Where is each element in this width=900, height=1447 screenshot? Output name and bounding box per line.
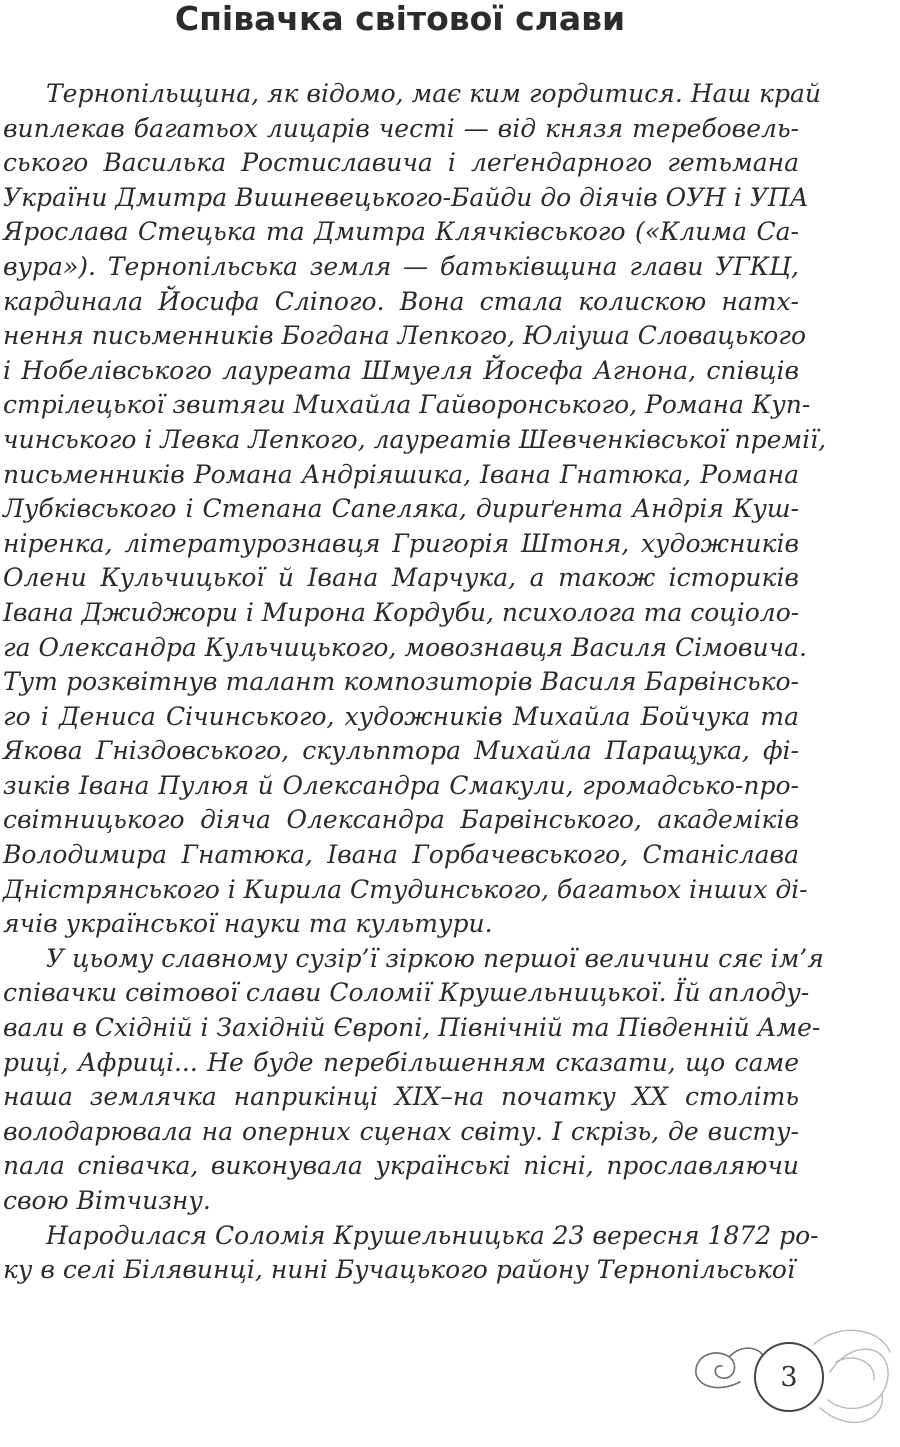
text-line: Івана Джиджори і Мирона Кордуби, психолога та соціоло- xyxy=(3,597,800,627)
text-line: Ярослава Стецька та Дмитра Клячківського («Клима Са- xyxy=(3,217,799,247)
text-line: Олени Кульчицької й Івана Марчука, а також істориків xyxy=(3,563,799,593)
text-line: нення письменників Богдана Лепкого, Юліуша Словацького xyxy=(3,321,806,351)
text-line: Дністрянського і Кирила Студинського, багатьох інших ді- xyxy=(3,874,808,904)
text-line: чинського і Левка Лепкого, лауреатів Шевченківської премії, xyxy=(3,424,827,454)
text-line: Тут розквітнув талант композиторів Василя Барвінсько- xyxy=(3,667,799,697)
text-line: України Дмитра Вишневецького-Байди до діячів ОУН і УПА xyxy=(3,182,809,212)
text-line: Тернопільщина, як відомо, має ким гордитися. Наш край xyxy=(46,79,821,108)
page-title: Співачка світової слави xyxy=(174,0,626,38)
text-line: письменників Романа Андріяшика, Івана Гнатюка, Романа xyxy=(3,459,799,489)
text-line: співачки світової слави Соломії Крушельницької. Їй аплоду- xyxy=(3,978,810,1008)
text-line: У цьому славному сузір’ї зіркою першої величини сяє ім’я xyxy=(46,943,824,973)
text-line: зиків Івана Пулюя й Олександра Смакули, громадсько-про- xyxy=(3,770,799,800)
text-line: володарювала на оперних сценах світу. І скрізь, де висту- xyxy=(3,1116,799,1146)
text-line: кардинала Йосифа Сліпого. Вона стала колискою натх- xyxy=(3,286,799,316)
text-line: Лубківського і Степана Сапеляка, дириґента Андрія Куш- xyxy=(3,494,799,524)
text-line: Якова Гніздовського, скульптора Михайла Паращука, фі- xyxy=(3,736,799,766)
text-line: Володимира Гнатюка, Івана Горбачевського, Станіслава xyxy=(3,840,799,870)
text-line: ського Василька Ростиславича і леґендарного гетьмана xyxy=(3,148,799,178)
text-line: пала співачка, виконувала українські пісні, прославляючи xyxy=(3,1151,799,1181)
text-line: га Олександра Кульчицького, мовознавця Василя Сімовича. xyxy=(3,632,807,662)
text-line: ячів української науки та культури. xyxy=(3,909,493,939)
text-line: наша землячка наприкінці XIX–на початку XX століть xyxy=(3,1082,799,1112)
text-line: стрілецької звитяги Михайла Гайворонського, Романа Куп- xyxy=(3,390,811,420)
text-line: вали в Східній і Західній Європі, Північній та Південній Аме- xyxy=(3,1013,821,1043)
text-line: вура»). Тернопільська земля — батьківщина глави УГКЦ, xyxy=(3,251,799,281)
body-text xyxy=(3,77,827,1288)
text-line: Народилася Соломія Крушельницька 23 вересня 1872 ро- xyxy=(46,1220,819,1250)
text-line: ніренка, літературознавця Григорія Штоня, художників xyxy=(3,528,799,558)
text-line: виплекав багатьох лицарів честі — від князя теребовель- xyxy=(3,113,799,143)
text-line: свою Вітчизну. xyxy=(3,1186,211,1215)
text-line: ку в селі Білявинці, нині Бучацького району Тернопільської xyxy=(3,1255,795,1285)
text-line: риці, Африці... Не буде перебільшенням сказати, що саме xyxy=(3,1047,799,1077)
text-line: світницького діяча Олександра Барвінського, академіків xyxy=(3,805,799,835)
page-number: 3 xyxy=(780,1361,798,1393)
text-line: і Нобелівського лауреата Шмуеля Йосефа Агнона, співців xyxy=(3,355,799,385)
text-line: го і Дениса Січинського, художників Михайла Бойчука та xyxy=(3,701,799,731)
